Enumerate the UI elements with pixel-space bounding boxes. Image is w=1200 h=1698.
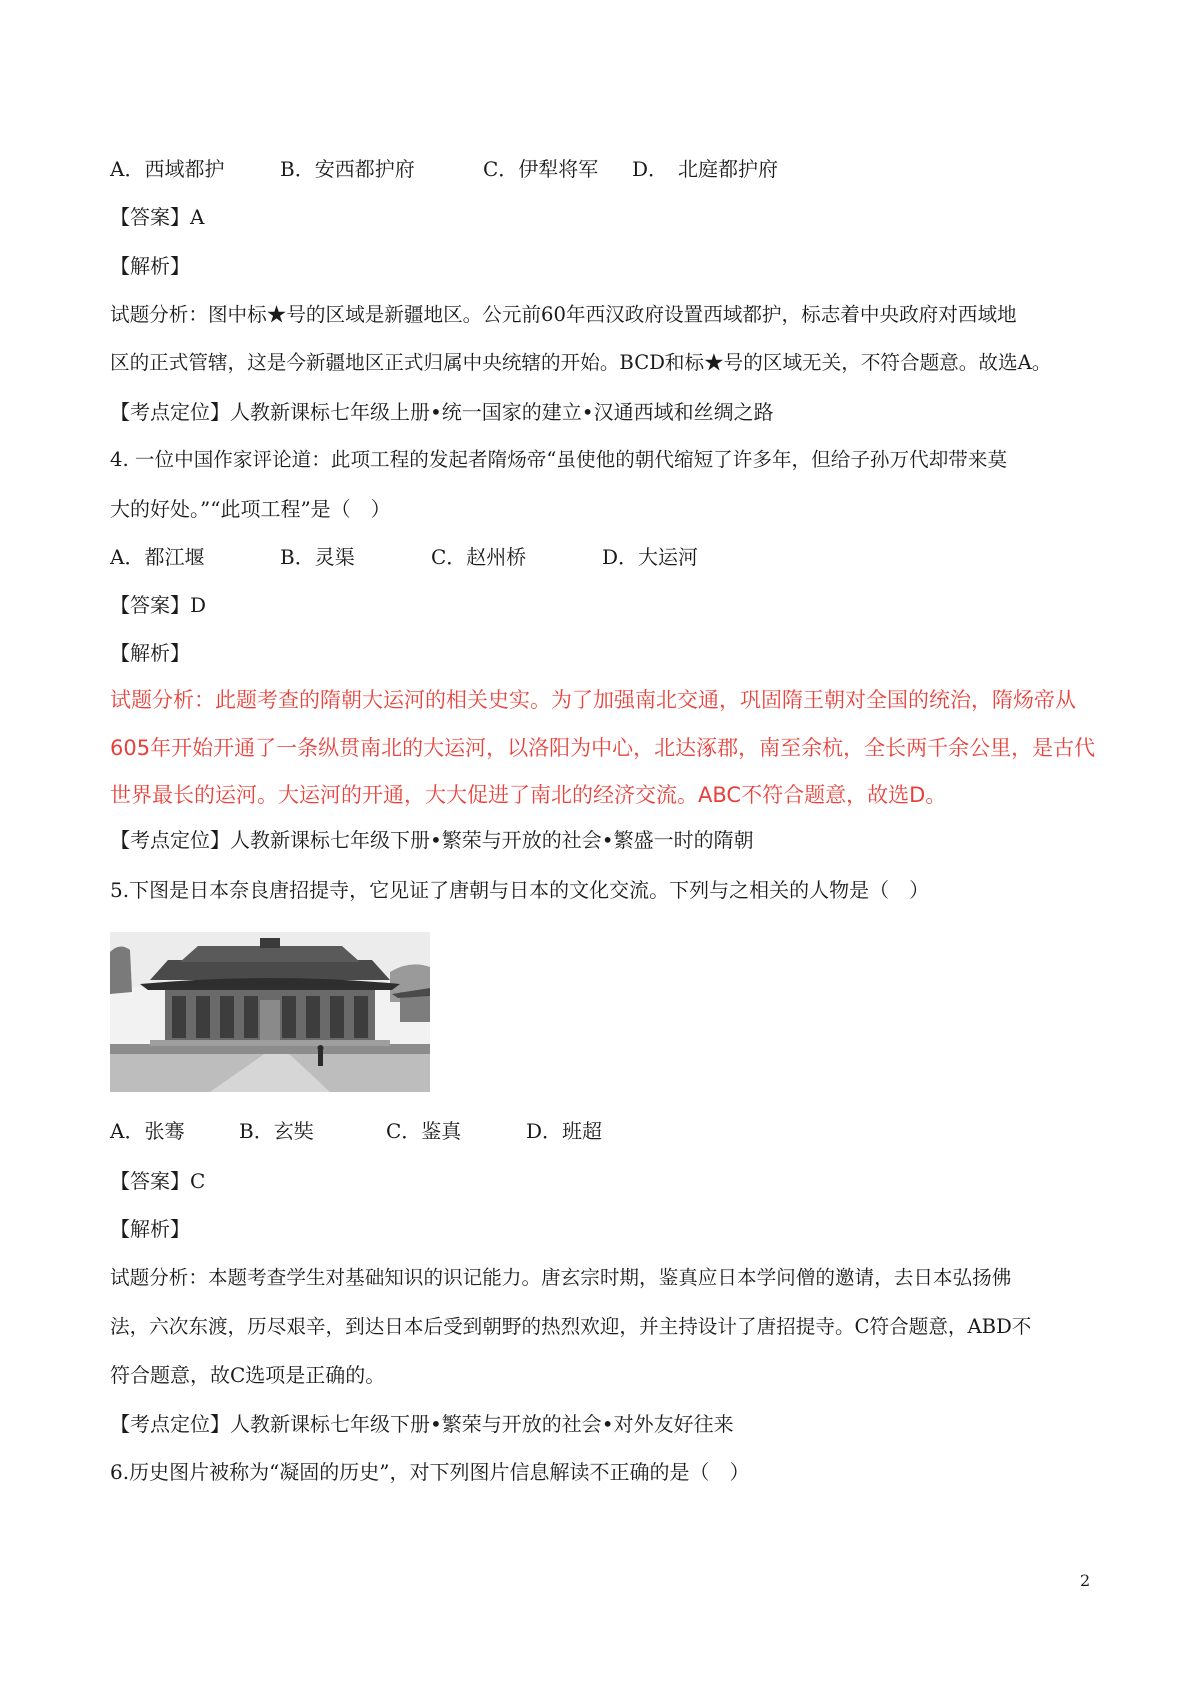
q5-option-a: A．张骞 [110, 1119, 185, 1143]
q3-answer: 【答案】A [110, 205, 205, 229]
q4-option-c: C．赵州桥 [431, 545, 527, 569]
q3-option-a: A．西域都护 [110, 157, 225, 181]
q4-analysis-line-3: 世界最长的运河。大运河的开通，大大促进了南北的经济交流。ABC不符合题意，故选D。 [110, 783, 947, 807]
q4-analysis-line-2: 605年开始开通了一条纵贯南北的大运河，以洛阳为中心，北达涿郡，南至余杭，全长两千余公里，是古代 [110, 736, 1096, 760]
q5-analysis-line-2: 法，六次东渡，历尽艰辛，到达日本后受到朝野的热烈欢迎，并主持设计了唐招提寺。C符合题意，ABD不 [110, 1315, 1032, 1338]
q3-analysis-line-2: 区的正式管辖，这是今新疆地区正式归属中央统辖的开始。BCD和标★号的区域无关，不符合题意。故选A。 [110, 351, 1052, 374]
q4-stem-line-2: 大的好处。”“此项工程”是（ ） [110, 497, 391, 521]
q5-analysis-line-1: 试题分析：本题考查学生对基础知识的识记能力。唐玄宗时期，鉴真应日本学问僧的邀请，去日本弘扬佛 [110, 1266, 1012, 1289]
q4-option-a: A．都江堰 [110, 545, 205, 569]
q4-analysis-heading: 【解析】 [110, 641, 190, 665]
q3-option-b: B．安西都护府 [280, 157, 415, 181]
q3-analysis-line-1: 试题分析：图中标★号的区域是新疆地区。公元前60年西汉政府设置西域都护，标志着中央政府对西域地 [110, 303, 1017, 326]
q3-knowledge-point: 【考点定位】人教新课标七年级上册•统一国家的建立•汉通西域和丝绸之路 [110, 400, 774, 424]
q5-stem: 5.下图是日本奈良唐招提寺，它见证了唐朝与日本的文化交流。下列与之相关的人物是（ ） [110, 878, 930, 902]
q3-option-c: C．伊犁将军 [483, 157, 599, 181]
q4-analysis-line-1: 试题分析：此题考查的隋朝大运河的相关史实。为了加强南北交通，巩固隋王朝对全国的统治，隋炀帝从 [110, 688, 1076, 712]
page-number: 2 [1080, 1571, 1091, 1590]
q3-option-d: D． 北庭都护府 [632, 157, 779, 181]
q5-option-d: D．班超 [526, 1119, 603, 1143]
q5-analysis-heading: 【解析】 [110, 1217, 190, 1241]
q5-answer: 【答案】C [110, 1169, 206, 1193]
q4-option-b: B．灵渠 [280, 545, 355, 569]
q3-analysis-heading: 【解析】 [110, 254, 190, 278]
q4-knowledge-point: 【考点定位】人教新课标七年级下册•繁荣与开放的社会•繁盛一时的隋朝 [110, 828, 754, 852]
q5-option-c: C．鉴真 [386, 1119, 462, 1143]
temple-photo [110, 932, 430, 1092]
q5-option-b: B．玄奘 [239, 1119, 314, 1143]
q5-analysis-line-3: 符合题意，故C选项是正确的。 [110, 1363, 386, 1387]
q4-stem-line-1: 4. 一位中国作家评论道：此项工程的发起者隋炀帝“虽使他的朝代缩短了许多年，但给子孙万代却带来莫 [110, 448, 1008, 471]
q6-stem: 6.历史图片被称为“凝固的历史”，对下列图片信息解读不正确的是（ ） [110, 1460, 750, 1484]
q4-option-d: D．大运河 [602, 545, 699, 569]
q4-answer: 【答案】D [110, 593, 207, 617]
q5-knowledge-point: 【考点定位】人教新课标七年级下册•繁荣与开放的社会•对外友好往来 [110, 1412, 734, 1436]
